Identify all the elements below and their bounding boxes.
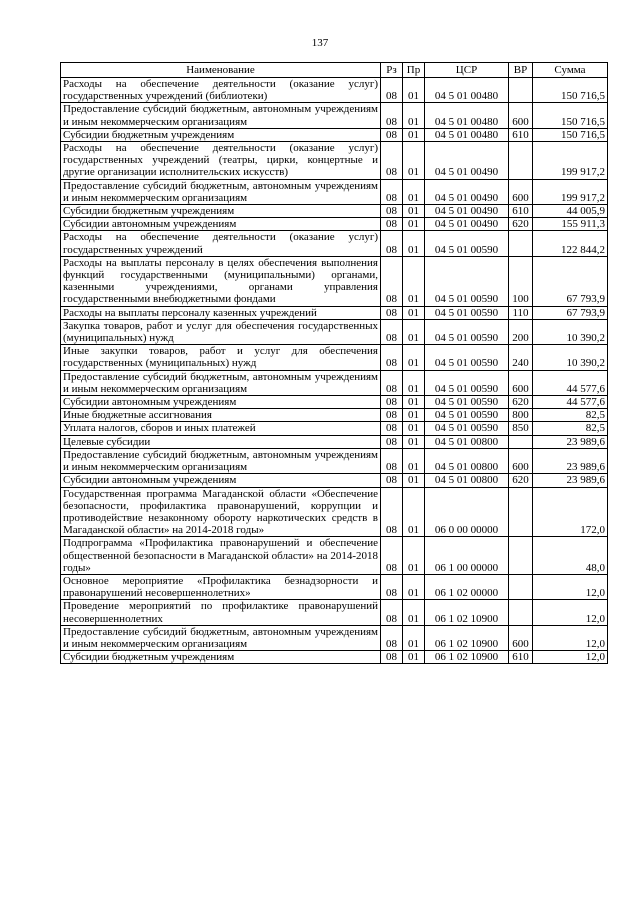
cell-name: Расходы на выплаты персоналу в целях обеспечения выполнения функций государственными (муниципальными) органами, казенными учреждениями, органами управления государственными внебюджетными фондами <box>61 256 381 306</box>
cell-vr: 610 <box>509 128 533 141</box>
cell-sum: 199 917,2 <box>533 142 608 180</box>
table-row <box>61 319 608 344</box>
cell-pr: 01 <box>403 345 425 370</box>
cell-pr: 01 <box>403 435 425 448</box>
cell-rz: 08 <box>381 574 403 599</box>
cell-pr: 01 <box>403 474 425 487</box>
cell-sum: 12,0 <box>533 600 608 625</box>
cell-csr: 04 5 01 00590 <box>425 256 509 306</box>
cell-pr: 01 <box>403 625 425 650</box>
cell-pr: 01 <box>403 231 425 256</box>
table-row <box>61 487 608 537</box>
table-row <box>61 103 608 128</box>
cell-sum: 150 716,5 <box>533 103 608 128</box>
cell-sum: 23 989,6 <box>533 448 608 473</box>
cell-sum: 150 716,5 <box>533 128 608 141</box>
cell-pr: 01 <box>403 370 425 395</box>
cell-csr: 04 5 01 00590 <box>425 306 509 319</box>
cell-pr: 01 <box>403 78 425 103</box>
table-row <box>61 231 608 256</box>
cell-name: Целевые субсидии <box>61 435 381 448</box>
cell-rz: 08 <box>381 537 403 575</box>
cell-vr: 600 <box>509 625 533 650</box>
table-row <box>61 396 608 409</box>
cell-csr: 04 5 01 00590 <box>425 422 509 435</box>
cell-name: Предоставление субсидий бюджетным, автономным учреждениям и иным некоммерческим организациям <box>61 103 381 128</box>
table-row <box>61 422 608 435</box>
cell-csr: 04 5 01 00480 <box>425 103 509 128</box>
cell-csr: 04 5 01 00490 <box>425 179 509 204</box>
table-row <box>61 625 608 650</box>
cell-name: Основное мероприятие «Профилактика безнадзорности и правонарушений несовершеннолетних» <box>61 574 381 599</box>
cell-name: Уплата налогов, сборов и иных платежей <box>61 422 381 435</box>
cell-pr: 01 <box>403 651 425 664</box>
cell-pr: 01 <box>403 128 425 141</box>
cell-vr: 200 <box>509 319 533 344</box>
table-row <box>61 574 608 599</box>
cell-rz: 08 <box>381 422 403 435</box>
cell-rz: 08 <box>381 256 403 306</box>
cell-pr: 01 <box>403 409 425 422</box>
cell-rz: 08 <box>381 435 403 448</box>
cell-sum: 23 989,6 <box>533 435 608 448</box>
cell-csr: 04 5 01 00590 <box>425 345 509 370</box>
table-row <box>61 409 608 422</box>
cell-csr: 06 0 00 00000 <box>425 487 509 537</box>
cell-csr: 06 1 02 10900 <box>425 651 509 664</box>
cell-rz: 08 <box>381 78 403 103</box>
column-header-vr: ВР <box>509 63 533 78</box>
table-row <box>61 537 608 575</box>
cell-rz: 08 <box>381 625 403 650</box>
table-row <box>61 78 608 103</box>
cell-vr <box>509 487 533 537</box>
cell-pr: 01 <box>403 574 425 599</box>
cell-rz: 08 <box>381 487 403 537</box>
cell-sum: 82,5 <box>533 422 608 435</box>
cell-rz: 08 <box>381 306 403 319</box>
cell-vr: 610 <box>509 651 533 664</box>
cell-name: Субсидии автономным учреждениям <box>61 396 381 409</box>
column-header-rz: Рз <box>381 63 403 78</box>
cell-csr: 04 5 01 00490 <box>425 142 509 180</box>
cell-csr: 04 5 01 00800 <box>425 435 509 448</box>
cell-pr: 01 <box>403 487 425 537</box>
cell-name: Субсидии бюджетным учреждениям <box>61 205 381 218</box>
cell-vr: 240 <box>509 345 533 370</box>
cell-rz: 08 <box>381 409 403 422</box>
column-header-name: Наименование <box>61 63 381 78</box>
cell-rz: 08 <box>381 231 403 256</box>
cell-pr: 01 <box>403 179 425 204</box>
cell-csr: 04 5 01 00480 <box>425 128 509 141</box>
cell-name: Предоставление субсидий бюджетным, автономным учреждениям и иным некоммерческим организациям <box>61 448 381 473</box>
cell-pr: 01 <box>403 537 425 575</box>
cell-rz: 08 <box>381 218 403 231</box>
table-row <box>61 179 608 204</box>
cell-csr: 06 1 02 10900 <box>425 600 509 625</box>
cell-vr: 600 <box>509 370 533 395</box>
cell-sum: 10 390,2 <box>533 319 608 344</box>
cell-vr: 620 <box>509 218 533 231</box>
cell-name: Подпрограмма «Профилактика правонарушений и обеспечение общественной безопасности в Магаданской области» на 2014-2018 годы» <box>61 537 381 575</box>
table-header-row <box>61 63 608 78</box>
cell-sum: 199 917,2 <box>533 179 608 204</box>
cell-sum: 172,0 <box>533 487 608 537</box>
cell-name: Субсидии автономным учреждениям <box>61 474 381 487</box>
table-row <box>61 205 608 218</box>
cell-rz: 08 <box>381 448 403 473</box>
cell-name: Иные закупки товаров, работ и услуг для обеспечения государственных (муниципальных) нужд <box>61 345 381 370</box>
cell-vr <box>509 600 533 625</box>
cell-name: Расходы на обеспечение деятельности (оказание услуг) государственных учреждений <box>61 231 381 256</box>
cell-vr: 620 <box>509 396 533 409</box>
cell-pr: 01 <box>403 448 425 473</box>
table-row <box>61 218 608 231</box>
cell-sum: 67 793,9 <box>533 256 608 306</box>
cell-sum: 150 716,5 <box>533 78 608 103</box>
table-row <box>61 256 608 306</box>
cell-sum: 12,0 <box>533 651 608 664</box>
cell-rz: 08 <box>381 370 403 395</box>
cell-sum: 155 911,3 <box>533 218 608 231</box>
cell-pr: 01 <box>403 103 425 128</box>
cell-rz: 08 <box>381 474 403 487</box>
table-row <box>61 448 608 473</box>
table-row <box>61 370 608 395</box>
column-header-sum: Сумма <box>533 63 608 78</box>
table-row <box>61 474 608 487</box>
cell-rz: 08 <box>381 396 403 409</box>
cell-vr: 110 <box>509 306 533 319</box>
cell-vr <box>509 574 533 599</box>
cell-csr: 04 5 01 00590 <box>425 409 509 422</box>
cell-rz: 08 <box>381 319 403 344</box>
cell-pr: 01 <box>403 306 425 319</box>
cell-sum: 44 577,6 <box>533 396 608 409</box>
cell-pr: 01 <box>403 142 425 180</box>
column-header-pr: Пр <box>403 63 425 78</box>
cell-vr: 850 <box>509 422 533 435</box>
cell-name: Предоставление субсидий бюджетным, автономным учреждениям и иным некоммерческим организациям <box>61 179 381 204</box>
cell-sum: 44 577,6 <box>533 370 608 395</box>
cell-csr: 04 5 01 00590 <box>425 319 509 344</box>
cell-vr: 100 <box>509 256 533 306</box>
cell-name: Субсидии бюджетным учреждениям <box>61 651 381 664</box>
cell-vr <box>509 142 533 180</box>
cell-csr: 04 5 01 00490 <box>425 205 509 218</box>
cell-name: Проведение мероприятий по профилактике правонарушений несовершеннолетних <box>61 600 381 625</box>
cell-name: Расходы на обеспечение деятельности (оказание услуг) государственных учреждений (библиотеки) <box>61 78 381 103</box>
cell-csr: 04 5 01 00800 <box>425 474 509 487</box>
cell-vr: 620 <box>509 474 533 487</box>
cell-pr: 01 <box>403 422 425 435</box>
cell-name: Закупка товаров, работ и услуг для обеспечения государственных (муниципальных) нужд <box>61 319 381 344</box>
cell-vr <box>509 435 533 448</box>
table-row <box>61 600 608 625</box>
cell-pr: 01 <box>403 205 425 218</box>
cell-csr: 04 5 01 00490 <box>425 218 509 231</box>
table-row <box>61 651 608 664</box>
cell-rz: 08 <box>381 600 403 625</box>
cell-vr: 800 <box>509 409 533 422</box>
cell-csr: 06 1 02 10900 <box>425 625 509 650</box>
cell-sum: 12,0 <box>533 574 608 599</box>
column-header-csr: ЦСР <box>425 63 509 78</box>
cell-rz: 08 <box>381 205 403 218</box>
cell-sum: 23 989,6 <box>533 474 608 487</box>
cell-vr: 610 <box>509 205 533 218</box>
cell-pr: 01 <box>403 396 425 409</box>
cell-name: Расходы на выплаты персоналу казенных учреждений <box>61 306 381 319</box>
table-row <box>61 306 608 319</box>
cell-pr: 01 <box>403 256 425 306</box>
cell-sum: 122 844,2 <box>533 231 608 256</box>
cell-name: Государственная программа Магаданской области «Обеспечение безопасности, профилактика правонарушений, коррупции и противодействие незаконному обороту наркотических средств в Магаданской области» на 2014-2018 годы» <box>61 487 381 537</box>
cell-sum: 82,5 <box>533 409 608 422</box>
cell-csr: 04 5 01 00590 <box>425 231 509 256</box>
cell-name: Расходы на обеспечение деятельности (оказание услуг) государственных учреждений (театры, цирки, концертные и другие организации исполнительских искусств) <box>61 142 381 180</box>
cell-name: Предоставление субсидий бюджетным, автономным учреждениям и иным некоммерческим организациям <box>61 370 381 395</box>
table-row <box>61 128 608 141</box>
cell-sum: 48,0 <box>533 537 608 575</box>
cell-csr: 04 5 01 00800 <box>425 448 509 473</box>
cell-sum: 12,0 <box>533 625 608 650</box>
cell-vr <box>509 231 533 256</box>
cell-name: Предоставление субсидий бюджетным, автономным учреждениям и иным некоммерческим организациям <box>61 625 381 650</box>
cell-name: Иные бюджетные ассигнования <box>61 409 381 422</box>
cell-sum: 44 005,9 <box>533 205 608 218</box>
cell-sum: 67 793,9 <box>533 306 608 319</box>
table-body <box>61 78 608 664</box>
cell-csr: 04 5 01 00590 <box>425 396 509 409</box>
table-row <box>61 345 608 370</box>
cell-rz: 08 <box>381 103 403 128</box>
cell-csr: 06 1 02 00000 <box>425 574 509 599</box>
cell-rz: 08 <box>381 128 403 141</box>
cell-vr: 600 <box>509 448 533 473</box>
cell-rz: 08 <box>381 142 403 180</box>
cell-name: Субсидии бюджетным учреждениям <box>61 128 381 141</box>
cell-vr: 600 <box>509 179 533 204</box>
cell-rz: 08 <box>381 179 403 204</box>
cell-vr <box>509 537 533 575</box>
cell-csr: 06 1 00 00000 <box>425 537 509 575</box>
cell-vr: 600 <box>509 103 533 128</box>
table-row <box>61 142 608 180</box>
cell-rz: 08 <box>381 651 403 664</box>
cell-csr: 04 5 01 00590 <box>425 370 509 395</box>
cell-pr: 01 <box>403 319 425 344</box>
cell-name: Субсидии автономным учреждениям <box>61 218 381 231</box>
budget-table <box>60 62 608 664</box>
cell-pr: 01 <box>403 218 425 231</box>
cell-vr <box>509 78 533 103</box>
cell-pr: 01 <box>403 600 425 625</box>
cell-rz: 08 <box>381 345 403 370</box>
table-row <box>61 435 608 448</box>
cell-sum: 10 390,2 <box>533 345 608 370</box>
cell-csr: 04 5 01 00480 <box>425 78 509 103</box>
page-number: 137 <box>311 37 329 49</box>
